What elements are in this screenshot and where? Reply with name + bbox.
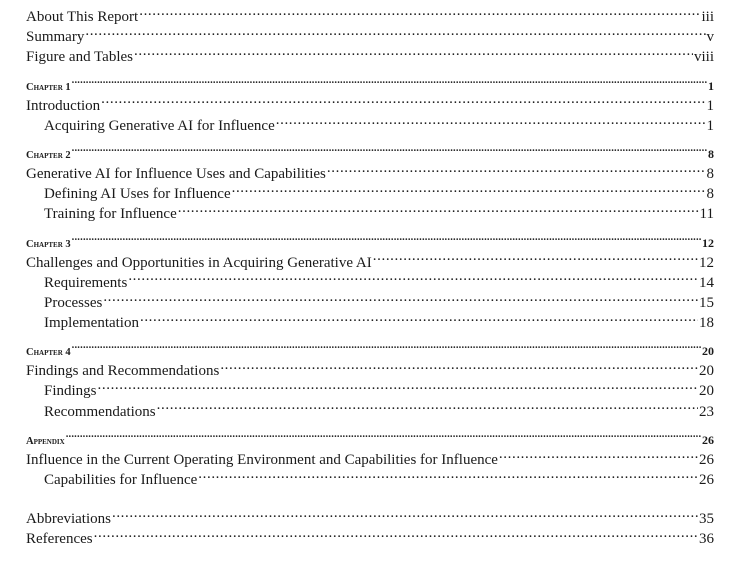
- dot-leader: [103, 292, 698, 307]
- subsection-page: 20: [699, 383, 714, 400]
- chapter-title-page: 8: [706, 165, 714, 182]
- dot-leader: [72, 79, 707, 90]
- toc-chapter-heading-2[interactable]: [26, 145, 714, 163]
- toc-chapter-title-4[interactable]: [26, 360, 714, 380]
- chapter-title-label: Generative AI for Influence Uses and Capabilities: [26, 165, 326, 182]
- toc-appendix-heading[interactable]: [26, 431, 714, 449]
- dot-leader: [98, 380, 698, 395]
- dot-leader: [66, 433, 701, 444]
- chapter-title-page: 12: [699, 254, 714, 271]
- chapter-heading-label: Chapter 2: [26, 149, 71, 161]
- toc-subsection[interactable]: [26, 203, 714, 223]
- dot-leader: [198, 469, 698, 484]
- toc-entry-page: 36: [699, 531, 714, 548]
- toc-subsection[interactable]: [26, 183, 714, 203]
- chapter-heading-label: Chapter 3: [26, 238, 71, 250]
- subsection-page: 8: [706, 186, 714, 203]
- dot-leader: [178, 203, 699, 218]
- subsection-label: Findings: [44, 383, 97, 400]
- toc-entry-label: About This Report: [26, 9, 139, 25]
- dot-leader: [112, 508, 698, 523]
- chapter-heading-page: 20: [702, 344, 714, 359]
- subsection-page: 26: [699, 472, 714, 488]
- dot-leader: [499, 449, 698, 464]
- toc-entry-figure-and-tables[interactable]: [26, 46, 714, 66]
- dot-leader: [72, 236, 701, 247]
- chapter-title-page: 20: [699, 363, 714, 380]
- toc-entry-label: Abbreviations: [26, 511, 111, 528]
- toc-entry-abbreviations[interactable]: [26, 508, 714, 528]
- chapter-heading-label: Chapter 1: [26, 81, 71, 93]
- appendix-heading-page: 26: [702, 432, 714, 447]
- appendix-title-page: 26: [699, 451, 714, 468]
- table-of-contents: [26, 6, 714, 549]
- subsection-label: Processes: [44, 294, 103, 311]
- toc-chapter-heading-3[interactable]: [26, 234, 714, 252]
- subsection-label: Training for Influence: [44, 206, 177, 223]
- subsection-page: 14: [699, 274, 714, 291]
- subsection-label: Capabilities for Influence: [44, 472, 198, 488]
- toc-entry-page: iii: [701, 9, 714, 25]
- toc-chapter-heading-4[interactable]: [26, 342, 714, 360]
- subsection-page: 11: [699, 206, 714, 223]
- dot-leader: [327, 163, 706, 178]
- toc-entry-label: Figure and Tables: [26, 49, 133, 66]
- toc-chapter-heading-1[interactable]: [26, 77, 714, 95]
- toc-subsection[interactable]: [26, 401, 714, 421]
- subsection-page: 15: [699, 294, 714, 311]
- toc-entry-page: viii: [693, 49, 714, 66]
- toc-chapter-title-3[interactable]: [26, 252, 714, 272]
- subsection-page: 1: [706, 117, 714, 134]
- appendix-title-label: Influence in the Current Operating Environment and Capabilities for Influence: [26, 451, 498, 468]
- chapter-heading-page: 8: [708, 146, 714, 161]
- chapter-heading-page: 1: [708, 78, 714, 93]
- dot-leader: [139, 6, 700, 21]
- toc-subsection[interactable]: [26, 380, 714, 400]
- toc-entry-page: v: [706, 29, 714, 46]
- subsection-label: Acquiring Generative AI for Influence: [44, 117, 275, 134]
- toc-entry-references[interactable]: [26, 528, 714, 548]
- dot-leader: [373, 252, 698, 267]
- toc-subsection[interactable]: [26, 469, 714, 489]
- chapter-title-label: Challenges and Opportunities in Acquiring Generative AI: [26, 254, 372, 271]
- subsection-label: Requirements: [44, 274, 128, 291]
- dot-leader: [220, 360, 698, 375]
- chapter-title-label: Introduction: [26, 97, 101, 114]
- toc-chapter-title-2[interactable]: [26, 163, 714, 183]
- chapter-heading-page: 12: [702, 235, 714, 250]
- dot-leader: [232, 183, 706, 198]
- toc-subsection[interactable]: [26, 312, 714, 332]
- toc-entry-summary[interactable]: [26, 26, 714, 46]
- subsection-label: Implementation: [44, 315, 139, 332]
- toc-entry-about-this-report[interactable]: [26, 6, 714, 26]
- toc-appendix-title[interactable]: [26, 449, 714, 469]
- toc-entry-label: References: [26, 531, 93, 548]
- dot-leader: [94, 528, 698, 543]
- dot-leader: [276, 115, 706, 130]
- dot-leader: [101, 95, 705, 110]
- appendix-heading-label: Appendix: [26, 435, 65, 447]
- dot-leader: [134, 46, 693, 61]
- dot-leader: [157, 401, 698, 416]
- toc-subsection[interactable]: [26, 292, 714, 312]
- subsection-page: 18: [699, 315, 714, 332]
- subsection-page: 23: [699, 403, 714, 420]
- toc-entry-label: Summary: [26, 29, 85, 46]
- chapter-title-page: 1: [706, 97, 714, 114]
- chapter-title-label: Findings and Recommendations: [26, 363, 220, 380]
- dot-leader: [72, 147, 707, 158]
- toc-entry-page: 35: [699, 511, 714, 528]
- subsection-label: Recommendations: [44, 403, 156, 420]
- dot-leader: [72, 345, 701, 356]
- subsection-label: Defining AI Uses for Influence: [44, 186, 231, 203]
- dot-leader: [85, 26, 705, 41]
- toc-chapter-title-1[interactable]: [26, 95, 714, 115]
- toc-subsection[interactable]: [26, 272, 714, 292]
- toc-subsection[interactable]: [26, 115, 714, 135]
- dot-leader: [128, 272, 698, 287]
- dot-leader: [140, 312, 698, 327]
- chapter-heading-label: Chapter 4: [26, 347, 71, 359]
